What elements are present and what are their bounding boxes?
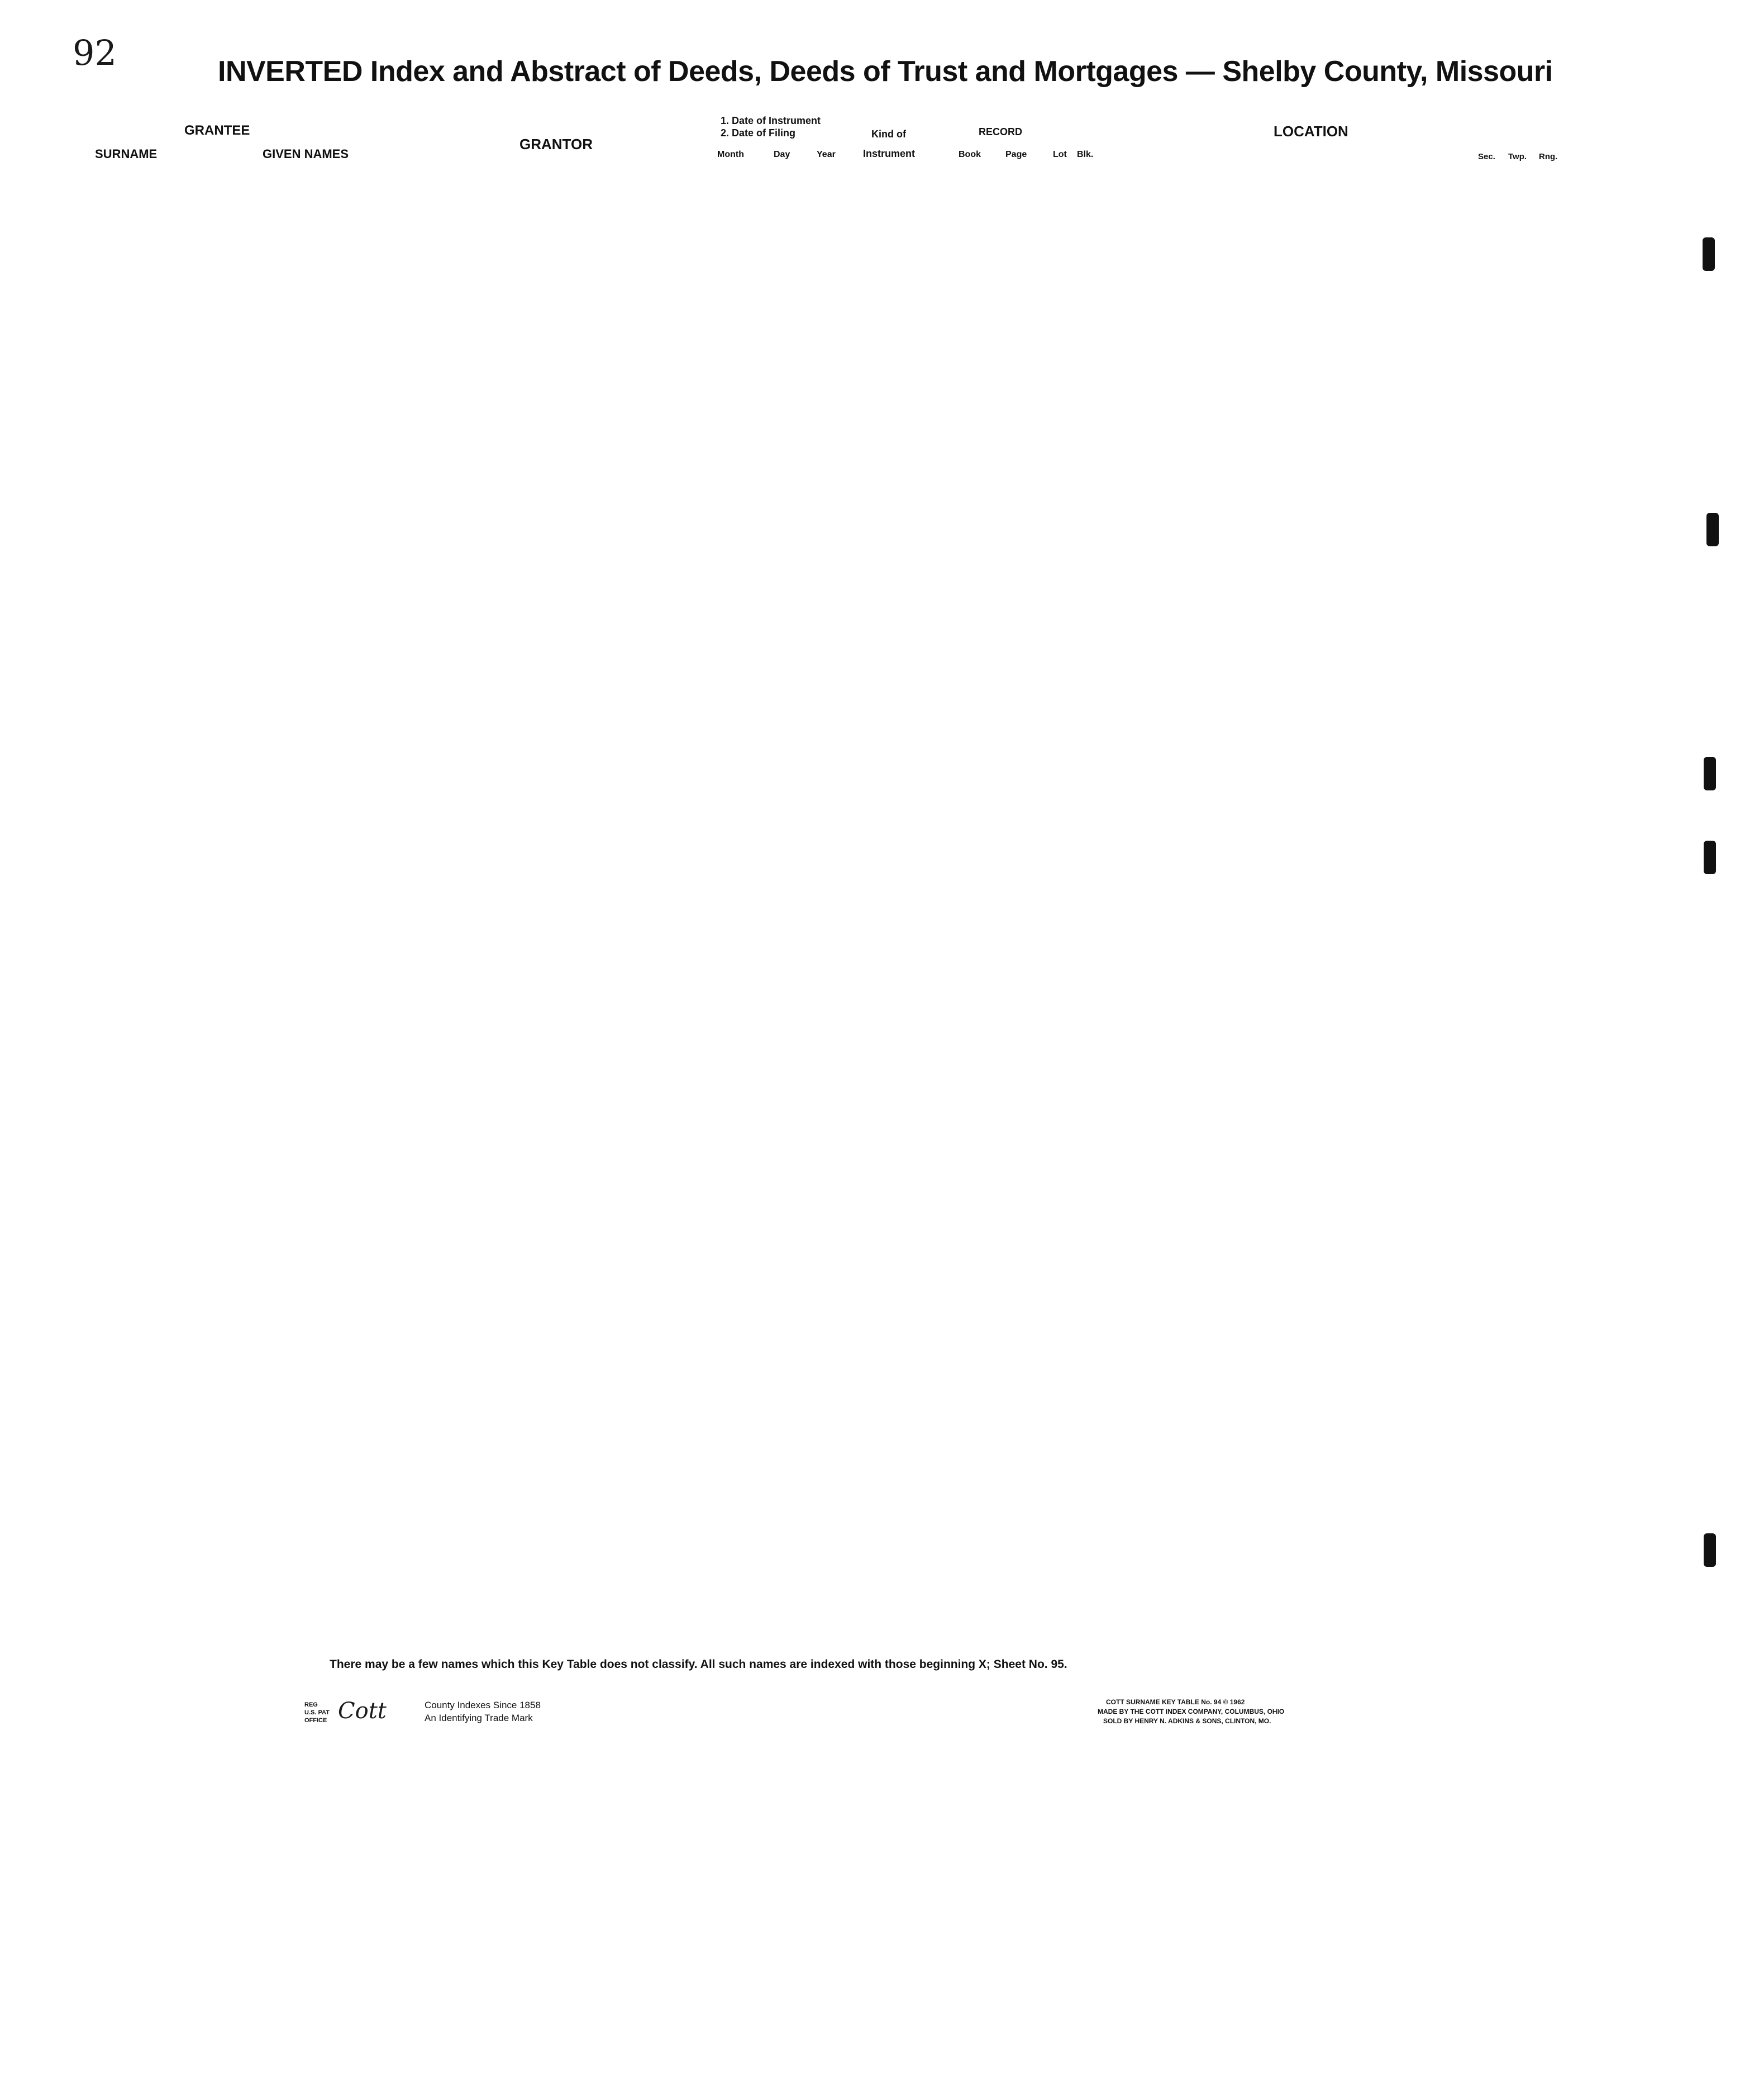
- cott-logo: Cott: [338, 1698, 387, 1724]
- page-title: INVERTED Index and Abstract of Deeds, Deeds of Trust and Mortgages — Shelby County, Missouri: [218, 55, 1553, 88]
- brand-line2: An Identifying Trade Mark: [425, 1713, 533, 1723]
- header-record: RECORD: [979, 126, 1023, 137]
- brand-line1: County Indexes Since 1858: [425, 1700, 541, 1710]
- key-table-credit-2: MADE BY THE COTT INDEX COMPANY, COLUMBUS, OHIO: [1098, 1708, 1285, 1715]
- header-location: LOCATION: [1274, 123, 1348, 140]
- page-number: 92: [73, 32, 117, 73]
- header-day: Day: [774, 150, 790, 159]
- binder-hole-5: [1704, 1533, 1716, 1567]
- header-page: Page: [1005, 150, 1027, 159]
- header-surname: SURNAME: [95, 147, 158, 161]
- reg-mark: REG U.S. PAT OFFICE: [304, 1701, 330, 1724]
- key-footnote: There may be a few names which this Key Table does not classify. All such names are indexed with those beginning X; Sheet No. 95.: [330, 1658, 1067, 1671]
- header-sec: Sec.: [1478, 152, 1495, 161]
- header-rng: Rng.: [1539, 152, 1558, 161]
- header-given-names: GIVEN NAMES: [263, 147, 349, 161]
- header-grantor: GRANTOR: [519, 136, 593, 152]
- header-lot: Lot: [1053, 150, 1067, 159]
- header-kind-line1: Kind of: [871, 128, 906, 140]
- header-date-line2: 2. Date of Filing: [721, 127, 796, 139]
- header-year: Year: [817, 150, 836, 159]
- binder-hole-4: [1704, 841, 1716, 874]
- binder-hole-1: [1703, 237, 1715, 271]
- header-month: Month: [717, 150, 744, 159]
- header-kind-line2: Instrument: [863, 148, 916, 159]
- binder-hole-3: [1704, 757, 1716, 790]
- header-book: Book: [959, 150, 981, 159]
- key-table-credit-3: SOLD BY HENRY N. ADKINS & SONS, CLINTON, MO.: [1103, 1717, 1271, 1725]
- binder-hole-2: [1706, 513, 1719, 546]
- header-twp: Twp.: [1508, 152, 1527, 161]
- header-grantee: GRANTEE: [184, 123, 250, 138]
- key-table-credit-1: COTT SURNAME KEY TABLE No. 94 © 1962: [1106, 1698, 1245, 1706]
- header-date-line1: 1. Date of Instrument: [721, 115, 821, 126]
- header-blk: Blk.: [1077, 150, 1094, 159]
